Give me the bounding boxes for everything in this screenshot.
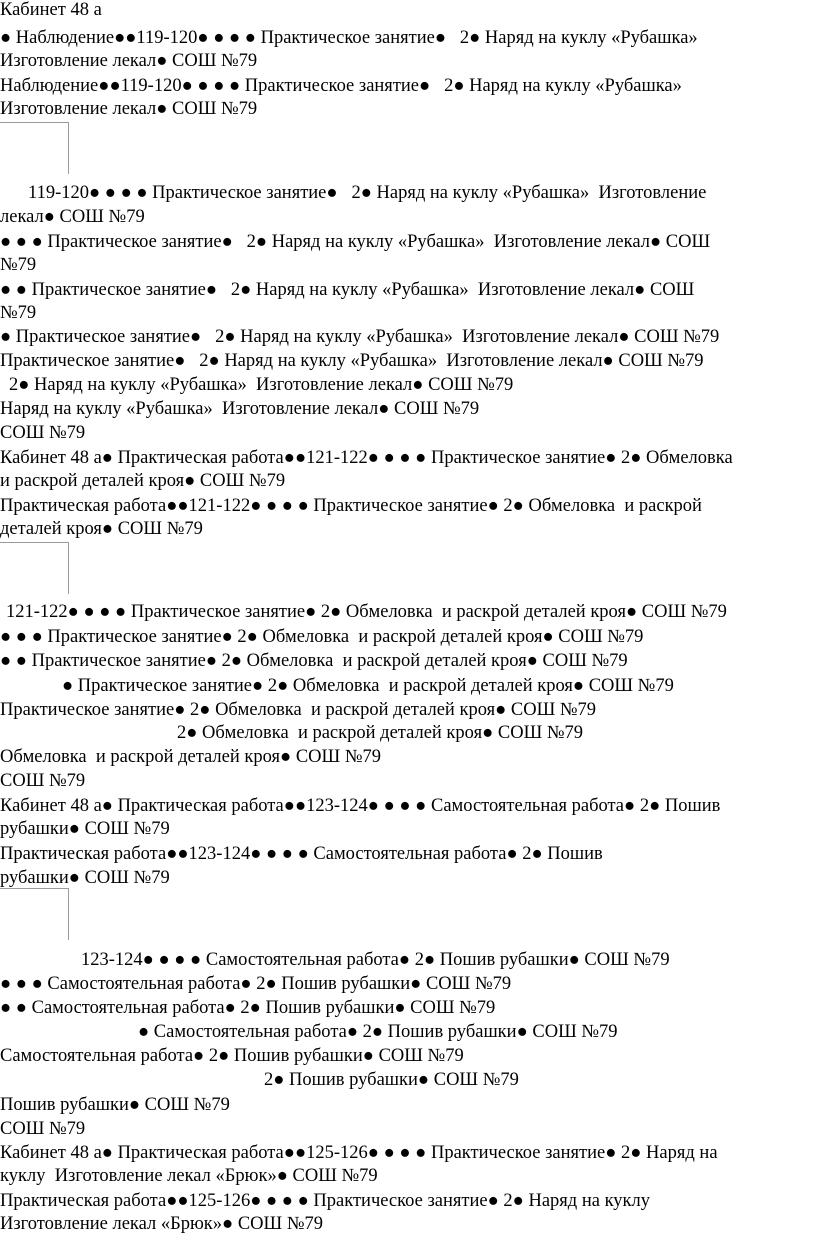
section-break-1-top — [0, 122, 68, 123]
text-line-3: Изготовление лекал● СОШ №79 — [0, 51, 258, 71]
section-break-2-top — [0, 542, 68, 543]
section-break-1 — [68, 122, 69, 174]
text-line-14: 2● Наряд на куклу «Рубашка» Изготовление лекал● СОШ №79 — [9, 375, 514, 395]
text-line-6: 119-120● ● ● ● Практическое занятие● 2● Наряд на куклу «Рубашка» Изготовление — [28, 183, 707, 203]
text-line-2: ● Наблюдение●●119-120● ● ● ● Практическое занятие● 2● Наряд на куклу «Рубашка» — [0, 28, 698, 48]
text-line-10: ● ● Практическое занятие● 2● Наряд на куклу «Рубашка» Изготовление лекал● СОШ — [0, 280, 695, 300]
text-line-32: рубашки● СОШ №79 — [0, 868, 170, 888]
text-line-20: деталей кроя● СОШ №79 — [0, 519, 203, 539]
text-line-44: Изготовление лекал «Брюк»● СОШ №79 — [0, 1214, 323, 1234]
text-line-11: №79 — [0, 303, 37, 323]
text-line-34: ● ● ● Самостоятельная работа● 2● Пошив рубашки● СОШ №79 — [0, 974, 512, 994]
text-line-21: 121-122● ● ● ● Практическое занятие● 2● Обмеловка и раскрой деталей кроя● СОШ №79 — [6, 602, 727, 622]
text-line-1: Кабинет 48 а — [0, 0, 102, 20]
text-line-25: Практическое занятие● 2● Обмеловка и раскрой деталей кроя● СОШ №79 — [0, 700, 597, 720]
text-line-31: Практическая работа●●123-124● ● ● ● Самостоятельная работа● 2● Пошив — [0, 844, 603, 864]
text-line-33: 123-124● ● ● ● Самостоятельная работа● 2● Пошив рубашки● СОШ №79 — [81, 950, 670, 970]
text-line-8: ● ● ● Практическое занятие● 2● Наряд на куклу «Рубашка» Изготовление лекал● СОШ — [0, 232, 711, 252]
text-line-17: Кабинет 48 а● Практическая работа●●121-122● ● ● ● Практическое занятие● 2● Обмеловка — [0, 448, 733, 468]
text-line-40: СОШ №79 — [0, 1119, 86, 1139]
text-line-26: 2● Обмеловка и раскрой деталей кроя● СОШ №79 — [177, 723, 584, 743]
text-line-30: рубашки● СОШ №79 — [0, 819, 170, 839]
text-line-7: лекал● СОШ №79 — [0, 207, 145, 227]
text-line-39: Пошив рубашки● СОШ №79 — [0, 1095, 230, 1115]
text-line-43: Практическая работа●●125-126● ● ● ● Практическое занятие● 2● Наряд на куклу — [0, 1191, 651, 1211]
text-line-23: ● ● Практическое занятие● 2● Обмеловка и раскрой деталей кроя● СОШ №79 — [0, 651, 628, 671]
text-line-35: ● ● Самостоятельная работа● 2● Пошив рубашки● СОШ №79 — [0, 998, 496, 1018]
text-line-29: Кабинет 48 а● Практическая работа●●123-124● ● ● ● Самостоятельная работа● 2● Пошив — [0, 796, 721, 816]
text-line-18: и раскрой деталей кроя● СОШ №79 — [0, 471, 286, 491]
section-break-3 — [68, 888, 69, 940]
text-line-42: куклу Изготовление лекал «Брюк»● СОШ №79 — [0, 1166, 378, 1186]
text-line-22: ● ● ● Практическое занятие● 2● Обмеловка и раскрой деталей кроя● СОШ №79 — [0, 627, 644, 647]
text-line-15: Наряд на куклу «Рубашка» Изготовление лекал● СОШ №79 — [0, 399, 480, 419]
text-line-24: ● Практическое занятие● 2● Обмеловка и раскрой деталей кроя● СОШ №79 — [62, 676, 674, 696]
text-line-12: ● Практическое занятие● 2● Наряд на куклу «Рубашка» Изготовление лекал● СОШ №79 — [0, 327, 720, 347]
text-line-28: СОШ №79 — [0, 771, 86, 791]
text-line-38: 2● Пошив рубашки● СОШ №79 — [264, 1070, 519, 1090]
text-line-5: Изготовление лекал● СОШ №79 — [0, 99, 258, 119]
text-line-13: Практическое занятие● 2● Наряд на куклу «Рубашка» Изготовление лекал● СОШ №79 — [0, 351, 704, 371]
text-line-36: ● Самостоятельная работа● 2● Пошив рубашки● СОШ №79 — [138, 1022, 618, 1042]
text-line-41: Кабинет 48 а● Практическая работа●●125-126● ● ● ● Практическое занятие● 2● Наряд на — [0, 1143, 718, 1163]
text-line-9: №79 — [0, 255, 37, 275]
section-break-2 — [68, 542, 69, 594]
text-line-37: Самостоятельная работа● 2● Пошив рубашки● СОШ №79 — [0, 1046, 464, 1066]
text-line-4: Наблюдение●●119-120● ● ● ● Практическое занятие● 2● Наряд на куклу «Рубашка» — [0, 76, 682, 96]
text-line-16: СОШ №79 — [0, 423, 86, 443]
text-line-19: Практическая работа●●121-122● ● ● ● Практическое занятие● 2● Обмеловка и раскрой — [0, 496, 702, 516]
text-line-27: Обмеловка и раскрой деталей кроя● СОШ №79 — [0, 747, 381, 767]
